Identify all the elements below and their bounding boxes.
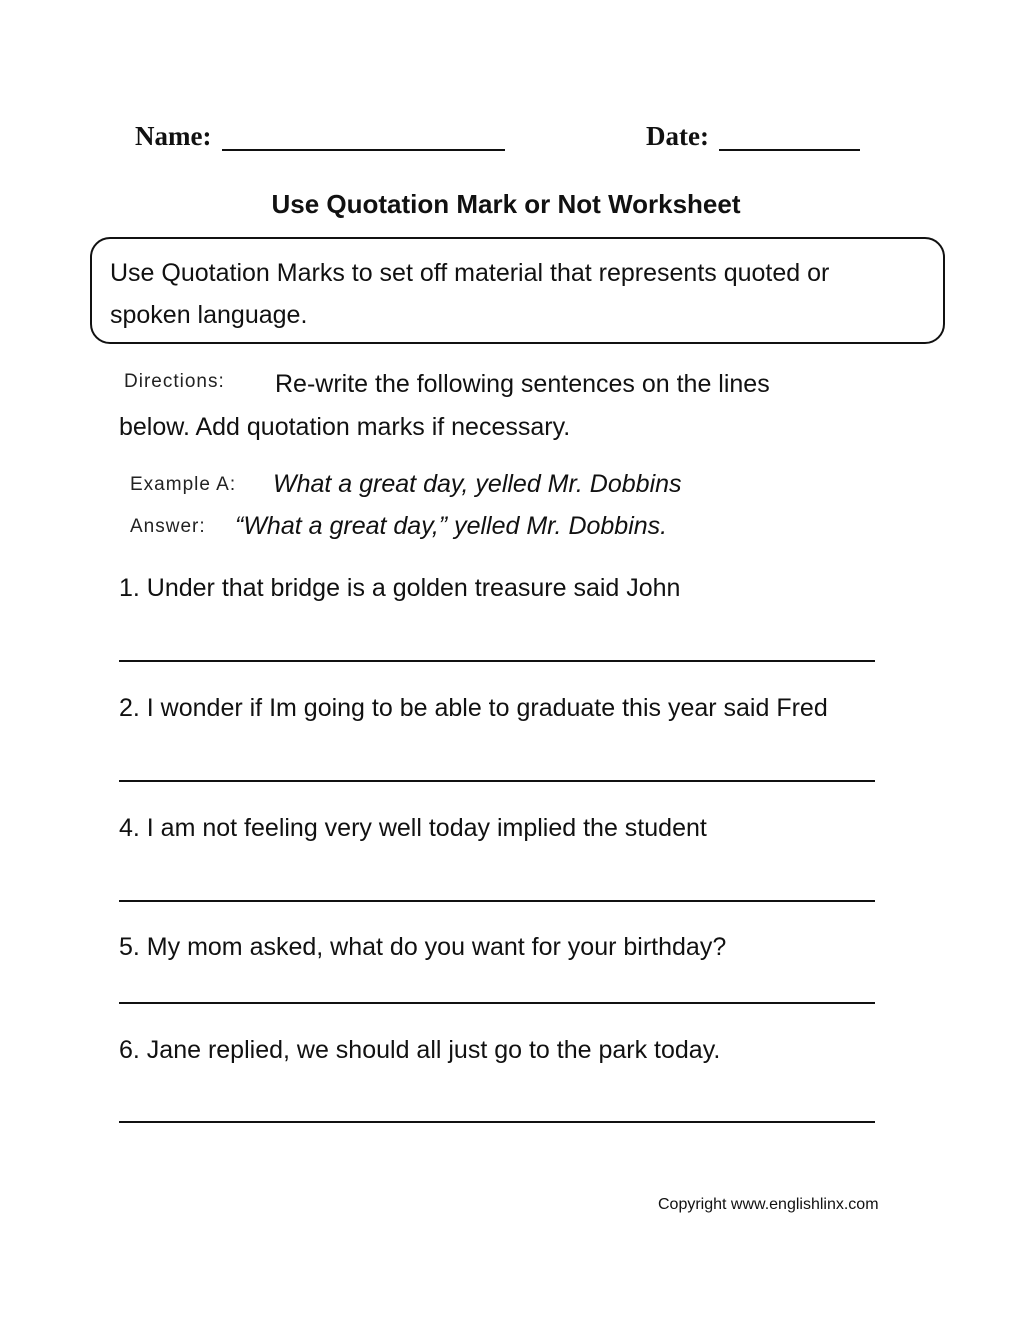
rule-box <box>90 237 945 344</box>
name-label: Name: <box>135 121 212 151</box>
rule-line-2: spoken language. <box>110 301 308 329</box>
directions-line-2: below. Add quotation marks if necessary. <box>119 413 571 441</box>
example-label: Example A: <box>130 474 237 495</box>
date-label: Date: <box>646 121 709 151</box>
answer-line[interactable] <box>119 660 875 662</box>
answer-text: “What a great day,” yelled Mr. Dobbins. <box>235 512 668 540</box>
answer-line[interactable] <box>119 900 875 902</box>
date-blank-line[interactable] <box>719 149 860 151</box>
copyright-text: Copyright www.englishlinx.com <box>658 1196 879 1213</box>
example-text: What a great day, yelled Mr. Dobbins <box>273 470 682 498</box>
question-item: 6. Jane replied, we should all just go to the park today. <box>119 1036 721 1064</box>
question-item: 4. I am not feeling very well today implied the student <box>119 814 707 842</box>
rule-line-1: Use Quotation Marks to set off material that represents quoted or <box>110 259 830 287</box>
answer-label: Answer: <box>130 516 206 537</box>
directions-label: Directions: <box>124 371 225 392</box>
answer-line[interactable] <box>119 1121 875 1123</box>
directions-line-1: Re-write the following sentences on the lines <box>275 370 770 398</box>
question-item: 5. My mom asked, what do you want for your birthday? <box>119 933 727 961</box>
worksheet-title: Use Quotation Mark or Not Worksheet <box>271 189 741 219</box>
question-item: 2. I wonder if Im going to be able to graduate this year said Fred <box>119 694 828 722</box>
answer-line[interactable] <box>119 780 875 782</box>
name-blank-line[interactable] <box>222 149 505 151</box>
question-item: 1. Under that bridge is a golden treasure said John <box>119 574 681 602</box>
answer-line[interactable] <box>119 1002 875 1004</box>
